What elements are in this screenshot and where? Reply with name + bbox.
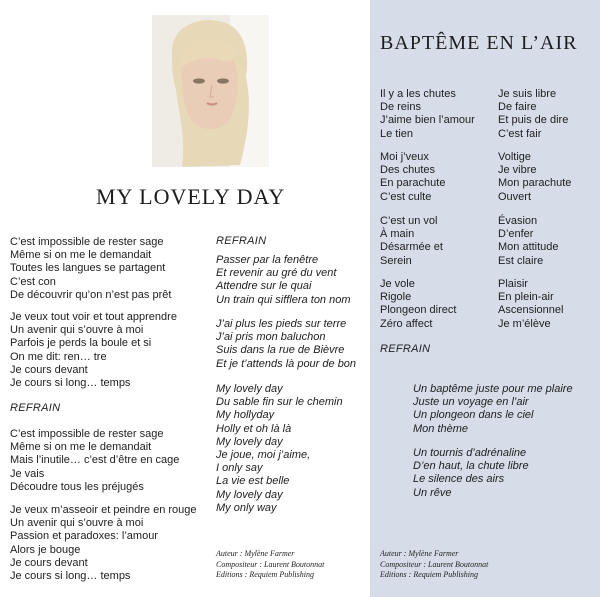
lyric-line: Plaisir: [498, 278, 528, 290]
lyric-line: Découdre tous les préjugés: [10, 480, 144, 493]
lyric-line: Le silence des airs: [413, 473, 505, 486]
lyric-line: Voltige: [498, 151, 532, 163]
lyric-line: Un rêve: [413, 486, 452, 499]
lyric-line: Rigole: [380, 291, 412, 304]
lyric-line: Et revenir au gré du vent: [216, 267, 337, 280]
lyric-line: Zéro affect: [380, 317, 433, 330]
lyric-line: Des chutes: [380, 164, 436, 177]
lyric-line: My hollyday: [216, 409, 275, 422]
lyric-line: J’ai plus les pieds sur terre: [216, 318, 347, 330]
verse-2: [10, 311, 177, 390]
lyric-line: Je m’élève: [498, 317, 551, 330]
lyric-line: D’enfer: [498, 228, 534, 241]
lyric-line: Je cours devant: [10, 556, 88, 569]
lyric-line: Ouvert: [498, 190, 532, 203]
refrain-stanza-2: [413, 447, 529, 500]
refrain-stanza-3: [216, 383, 343, 515]
lyric-line: Ascensionnel: [498, 304, 564, 317]
lyric-line: Évasion: [498, 215, 538, 227]
lyric-line: De reins: [380, 101, 421, 114]
stanza-4-right: [498, 278, 563, 331]
refrain-stanza-2: [216, 318, 356, 371]
lyric-line: De découvrir qu’on n’est pas prêt: [10, 288, 172, 301]
stanza-2-left: [380, 151, 445, 204]
lyric-line: Je veux m’asseoir et peindre en rouge: [10, 504, 197, 516]
lyric-line: D’en haut, la chute libre: [413, 460, 529, 473]
lyric-line: Attendre sur le quai: [216, 280, 312, 293]
stanza-4-left: [380, 278, 456, 331]
verse-1: [10, 236, 171, 302]
lyric-line: Un avenir qui s’ouvre à moi: [10, 517, 144, 530]
credit-author: Auteur : Mylène Farmer: [216, 549, 295, 558]
verse-4: [10, 504, 197, 583]
lyric-line: Passion et paradoxes: l’amour: [10, 530, 158, 543]
lyric-line: Mon parachute: [498, 177, 572, 190]
song-credits: [216, 549, 324, 581]
lyric-line: Holly et oh là là: [216, 422, 292, 435]
refrain-stanza-1: [413, 383, 573, 436]
lyric-line: Je cours si long… temps: [10, 376, 131, 389]
lyric-line: Je veux tout voir et tout apprendre: [10, 311, 177, 323]
refrain-label: REFRAIN: [216, 235, 267, 247]
lyric-line: Je vais: [10, 467, 45, 480]
song-title-bapteme-en-lair: BAPTÊME EN L’AIR: [380, 32, 578, 54]
credit-composer: Compositeur : Laurent Boutonnat: [380, 559, 489, 569]
lyric-line: Je joue, moi j’aime,: [216, 448, 311, 461]
lyric-line: Il y a les chutes: [380, 88, 456, 100]
lyric-line: Plongeon direct: [380, 304, 457, 317]
lyric-line: Moi j’veux: [380, 151, 429, 163]
stanza-1-left: [380, 88, 475, 141]
lyric-line: Je vole: [380, 278, 415, 290]
refrain-label: REFRAIN: [380, 343, 431, 355]
lyric-line: Je cours si long… temps: [10, 569, 131, 582]
lyric-line: Serein: [380, 254, 412, 267]
credit-author: Auteur : Mylène Farmer: [380, 549, 459, 558]
lyric-line: C’est impossible de rester sage: [10, 428, 164, 440]
verse-3: [10, 428, 179, 494]
lyric-line: Un avenir qui s’ouvre à moi: [10, 324, 144, 337]
stanza-2-right: [498, 151, 571, 204]
lyric-line: J’ai pris mon baluchon: [216, 331, 326, 344]
lyric-line: Un baptême juste pour me plaire: [413, 383, 573, 395]
refrain-label: REFRAIN: [10, 402, 61, 414]
lyric-line: C’est fair: [498, 127, 542, 140]
lyric-line: Un tournis d’adrénaline: [413, 447, 527, 459]
portrait-illustration: [152, 15, 269, 167]
lyric-line: En plein-air: [498, 291, 554, 304]
lyric-line: Désarmée et: [380, 241, 443, 254]
lyric-line: On me dit: ren… tre: [10, 350, 107, 363]
lyric-line: Suis dans la rue de Bièvre: [216, 344, 345, 357]
lyric-line: En parachute: [380, 177, 446, 190]
lyric-line: Même si on me le demandait: [10, 249, 152, 262]
stanza-1-right: [498, 88, 568, 141]
lyric-line: Du sable fin sur le chemin: [216, 396, 343, 409]
lyric-line: C’est culte: [380, 190, 432, 203]
lyric-line: Juste un voyage en l’air: [413, 396, 529, 409]
lyric-line: Mon attitude: [498, 241, 559, 254]
refrain-stanza-1: [216, 254, 351, 307]
lyric-line: C’est un vol: [380, 215, 438, 227]
lyric-line: La vie est belle: [216, 475, 290, 488]
lyric-line: Un train qui sifflera ton nom: [216, 293, 351, 306]
lyric-line: Je cours devant: [10, 363, 88, 376]
lyric-line: My lovely day: [216, 435, 283, 448]
lyric-line: Le tien: [380, 127, 414, 140]
lyric-line: Et je t’attends là pour de bon: [216, 357, 357, 370]
lyric-line: J’aime bien l’amour: [380, 114, 475, 127]
lyric-line: My lovely day: [216, 383, 283, 395]
lyric-line: My lovely day: [216, 488, 283, 501]
lyric-line: Toutes les langues se partagent: [10, 262, 166, 275]
credit-publisher: Editions : Requiem Publishing: [380, 570, 478, 579]
credit-publisher: Editions : Requiem Publishing: [216, 570, 314, 579]
stanza-3-right: [498, 215, 559, 268]
lyric-line: C’est con: [10, 275, 56, 288]
lyric-line: I only say: [216, 462, 263, 475]
lyric-line: Parfois je perds la boule et si: [10, 337, 152, 350]
lyric-line: Alors je bouge: [10, 543, 81, 556]
lyric-line: Un plongeon dans le ciel: [413, 409, 534, 422]
lyric-line: À main: [380, 228, 415, 241]
lyric-line: Mon thème: [413, 422, 469, 435]
portrait-photo: [152, 15, 269, 167]
credit-composer: Compositeur : Laurent Boutonnat: [216, 559, 325, 569]
lyric-line: Mais l’inutile… c’est d’être en cage: [10, 454, 180, 467]
lyric-line: My only way: [216, 501, 277, 514]
lyric-line: Je vibre: [498, 164, 537, 177]
lyric-line: Est claire: [498, 254, 544, 267]
lyric-line: De faire: [498, 101, 537, 114]
song-credits: [380, 549, 488, 581]
stanza-3-left: [380, 215, 443, 268]
lyric-line: Même si on me le demandait: [10, 441, 152, 454]
lyric-line: Et puis de dire: [498, 114, 569, 127]
lyric-line: C’est impossible de rester sage: [10, 236, 164, 248]
song-title-my-lovely-day: MY LOVELY DAY: [96, 184, 286, 209]
lyric-line: Passer par la fenêtre: [216, 254, 319, 266]
lyric-line: Je suis libre: [498, 88, 557, 100]
